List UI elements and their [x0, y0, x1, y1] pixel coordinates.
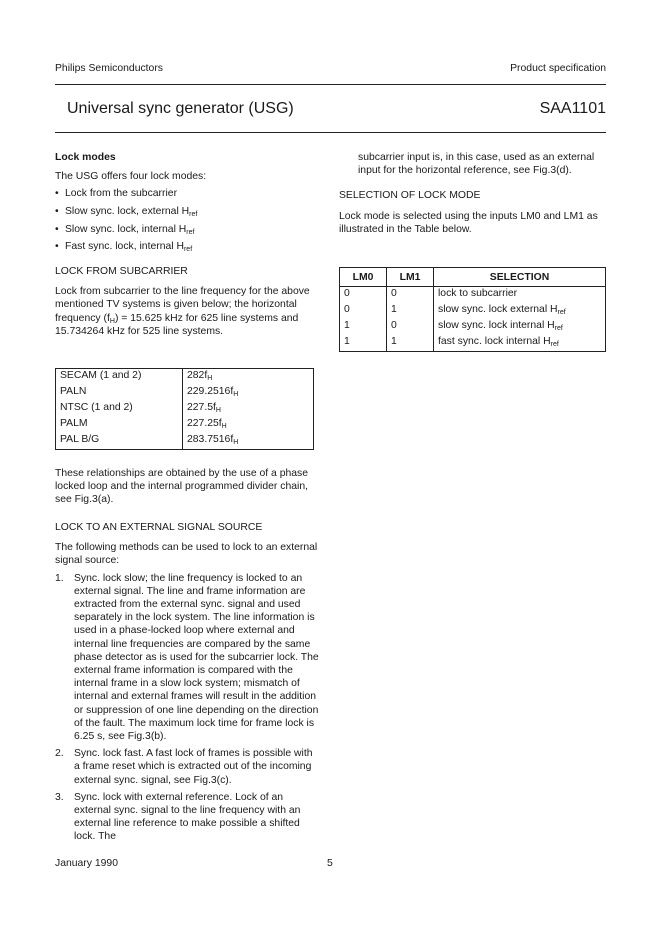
- list-item: 2. Sync. lock fast. A fast lock of frames is possible with a frame reset which is extracted out of the incoming external sync. signal, see Fig.3(c).: [55, 748, 313, 786]
- continuation-paragraph: subcarrier input is, in this case, used as an external input for the horizontal reference, see Fig.3(d).: [358, 152, 595, 177]
- lock-modes-list: [55, 187, 320, 253]
- left-column: [55, 151, 320, 258]
- part-number: SAA1101: [539, 100, 606, 117]
- list-item: • Slow sync. lock, external $H_{ref}$: [55, 205, 320, 218]
- list-item: 3. Sync. lock with external reference. Lock of an external sync. signal to the line frequency with an external line reference to make possible a shifted lock. The: [55, 791, 301, 843]
- header-rule: [55, 84, 606, 85]
- table-row: 0 1 slow sync. lock external $H_{ref}$: [340, 303, 606, 319]
- footer-date: January 1990: [55, 858, 118, 869]
- external-heading: LOCK TO AN EXTERNAL SIGNAL SOURCE: [55, 522, 263, 533]
- selection-paragraph: Lock mode is selected using the inputs LM0 and LM1 as illustrated in the Table below.: [339, 210, 598, 235]
- company-name: Philips Semiconductors: [55, 63, 163, 74]
- external-section: [55, 521, 320, 848]
- list-item: 1. Sync. lock slow; the line frequency is locked to an external signal. The line and frame information are extracted from the external sync. signal and used separately in the lock system. The line information is used in a phase-locked loop where external and internal line frequencies are compared by the same phase detector as is used for the subcarrier lock. The external frame information is compared with the internal frame in a slow lock system; mismatch of internal and external frames will result in the addition or suppression of one line depending on the direction of the fault. The maximum lock time for frame lock is 6.25 s, see Fig.3(b).: [55, 572, 319, 743]
- table-row: NTSC (1 and 2) $227.5f_H$: [56, 401, 314, 417]
- table-header-row: LM0 LM1 SELECTION: [340, 268, 606, 287]
- doc-type: Product specification: [510, 63, 606, 74]
- subcarrier-heading: LOCK FROM SUBCARRIER: [55, 266, 188, 277]
- selection-heading: SELECTION OF LOCK MODE: [339, 190, 481, 202]
- table-row: 1 0 slow sync. lock internal $H_{ref}$: [340, 319, 606, 335]
- external-intro: The following methods can be used to lock to an external signal source:: [55, 542, 318, 567]
- frequency-table: [55, 368, 314, 450]
- relationship-paragraph: These relationships are obtained by the use of a phase locked loop and the internal programmed divider chain, see Fig.3(a).: [55, 468, 309, 506]
- list-item: • Fast sync. lock, internal $H_{ref}$: [55, 240, 320, 253]
- table-row: PALM $227.25f_H$: [56, 417, 314, 433]
- methods-list: [55, 572, 320, 844]
- subcarrier-paragraph: Lock from subcarrier to the line frequency for the above mentioned TV systems is given below; the horizontal frequency $(f_H) = 15.625$ kHz for 625 line systems and 15.734264 kHz for 525 line systems.: [55, 286, 310, 337]
- right-column: [339, 151, 605, 236]
- title-rule: [55, 132, 606, 133]
- table-row: 0 0 lock to subcarrier: [340, 287, 606, 304]
- relationship-section: [55, 467, 320, 507]
- subcarrier-section: [55, 265, 320, 338]
- list-item: • Slow sync. lock, internal $H_{ref}$: [55, 223, 320, 236]
- table-row: PALN $229.2516f_H$: [56, 385, 314, 401]
- table-row: SECAM (1 and 2) $282f_H$: [56, 369, 314, 386]
- list-item: • Lock from the subcarrier: [55, 187, 320, 200]
- lock-modes-intro: The USG offers four lock modes:: [55, 171, 207, 183]
- lock-mode-table: [339, 267, 606, 352]
- page-number: 5: [327, 858, 333, 869]
- table-row: PAL B/G $283.7516f_H$: [56, 433, 314, 450]
- table-row: 1 1 fast sync. lock internal $H_{ref}$: [340, 335, 606, 352]
- page-title: Universal sync generator (USG): [67, 100, 294, 117]
- lock-modes-heading: Lock modes: [55, 152, 116, 163]
